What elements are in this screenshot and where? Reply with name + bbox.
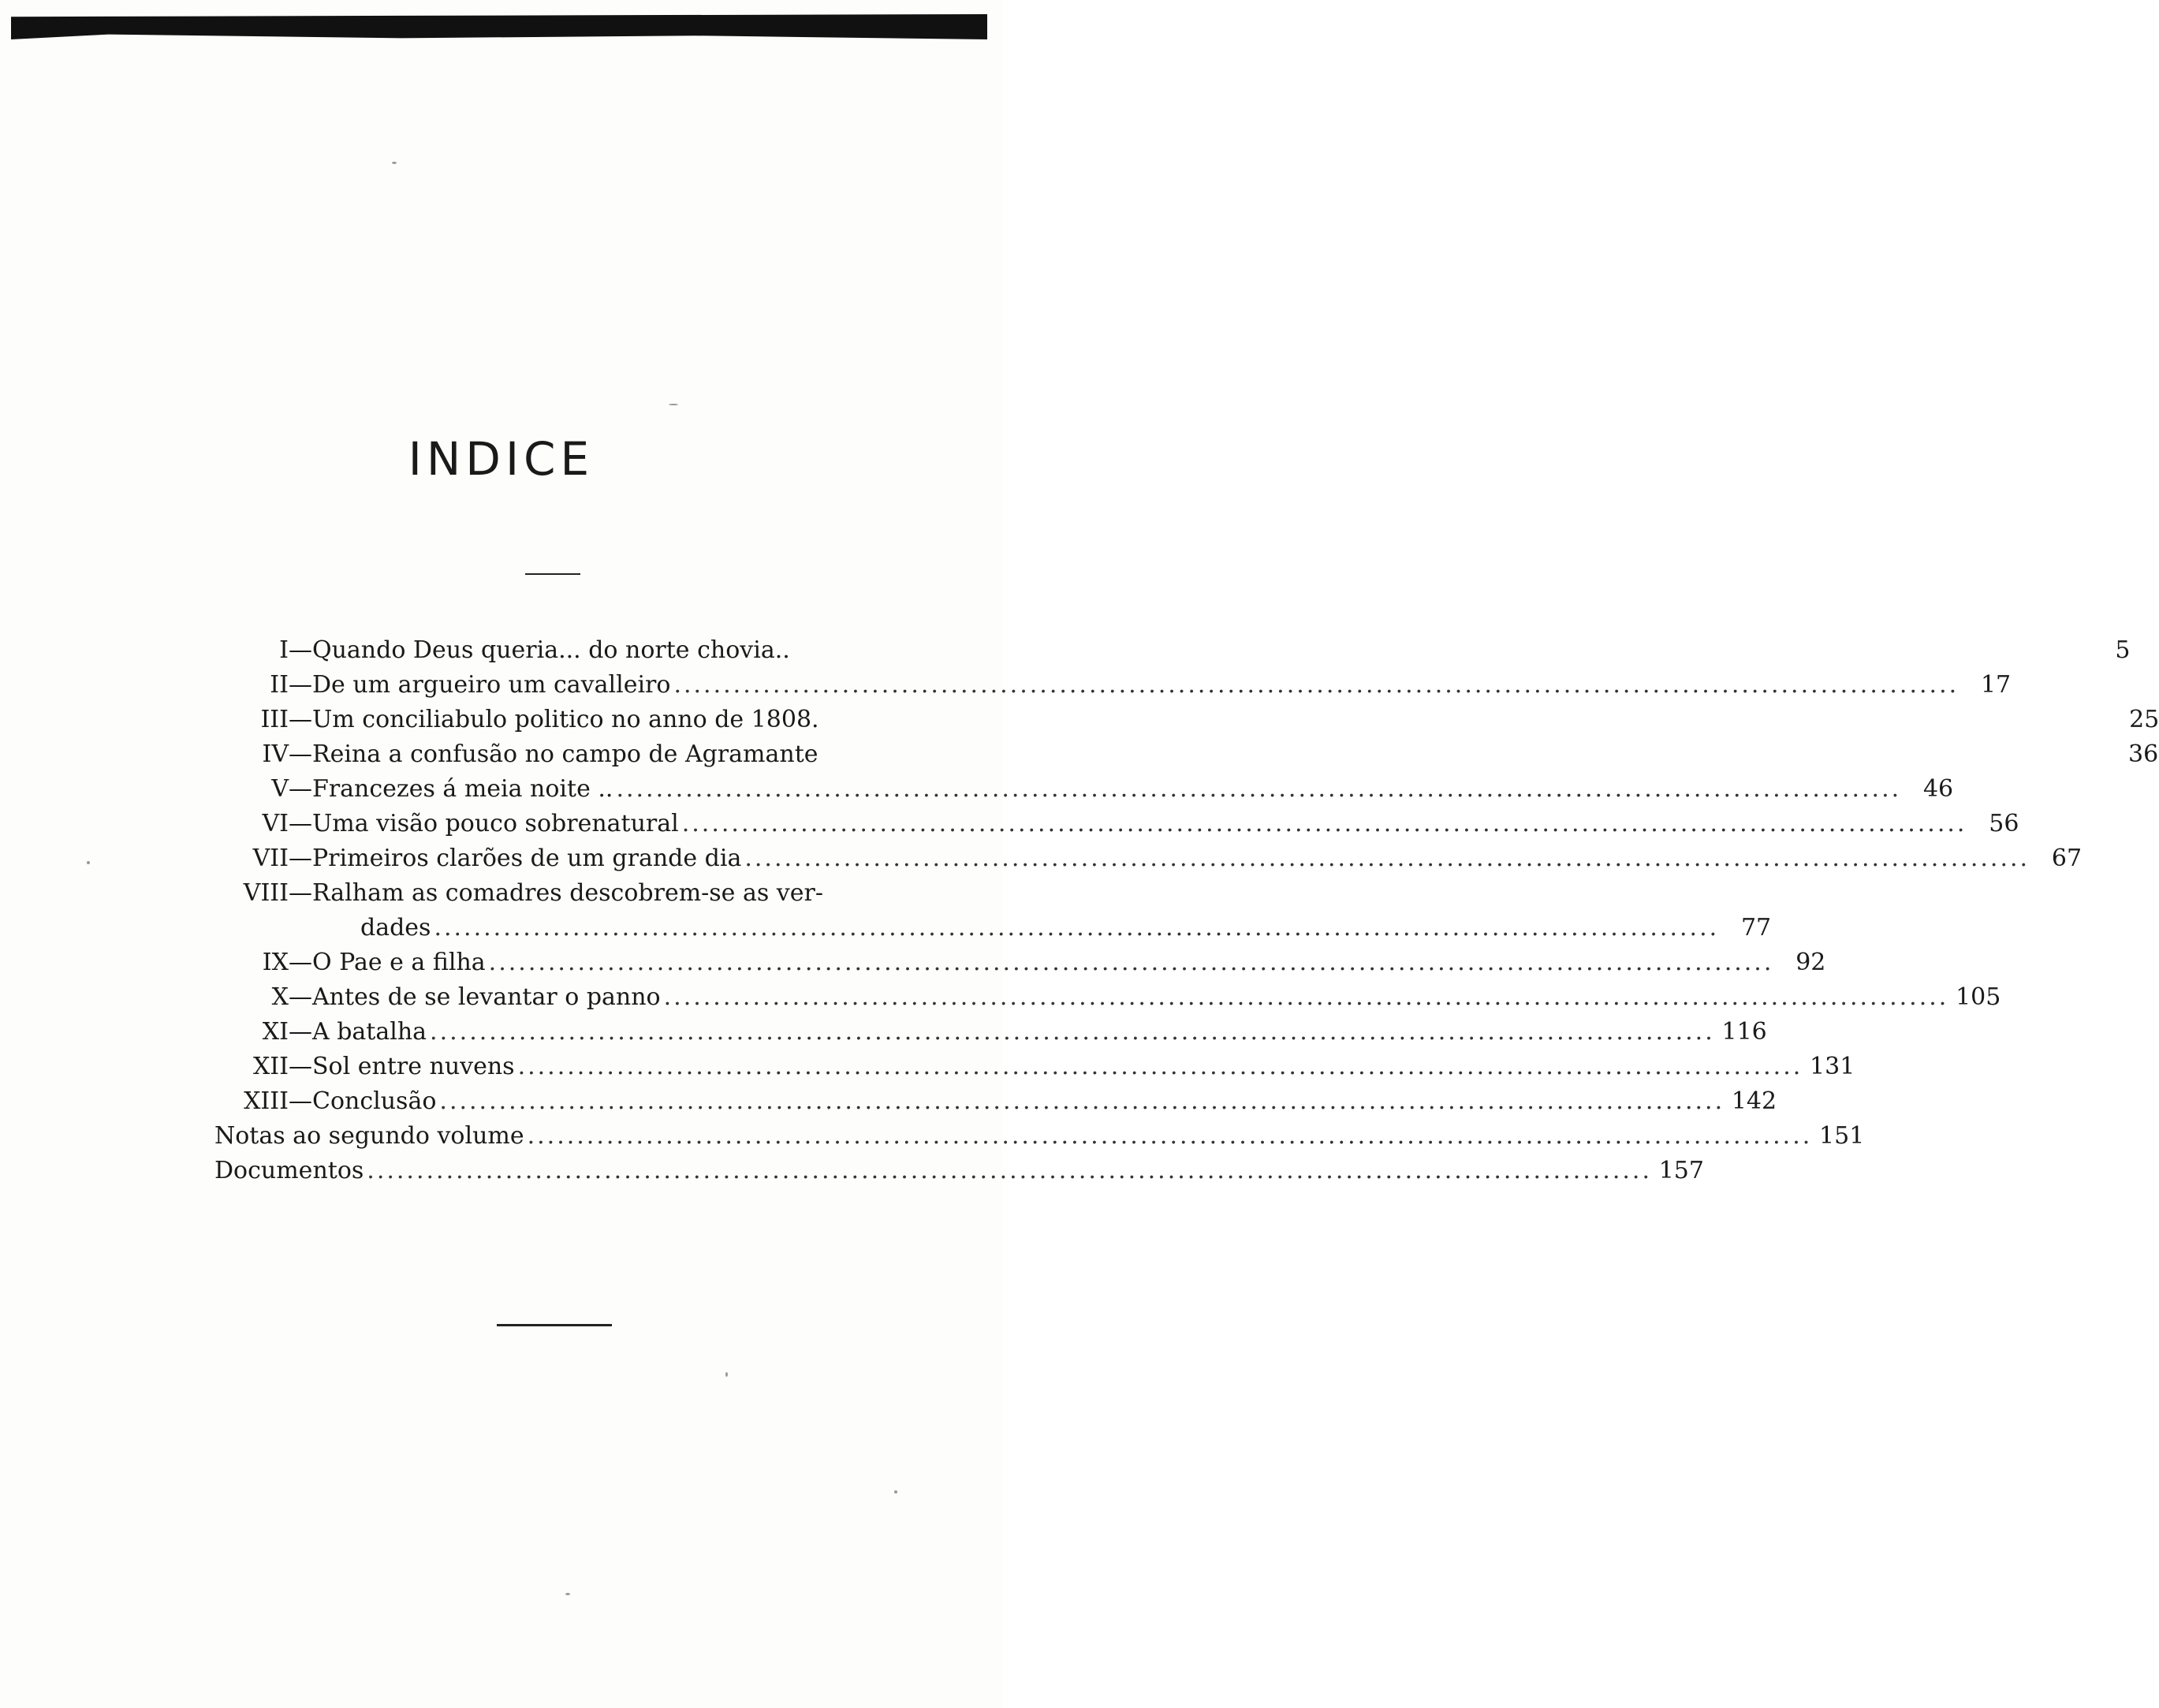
- toc-entry: [214, 1050, 1855, 1084]
- chapter-title: O Pae e a filha: [312, 949, 486, 976]
- toc-entry-continuation: [214, 911, 1772, 945]
- page-number: 5: [2115, 636, 2131, 664]
- chapter-title: De um argueiro um cavalleiro: [312, 671, 671, 699]
- chapter-title: Antes de se levantar o panno: [312, 983, 661, 1011]
- page-number: 151: [1819, 1122, 1865, 1150]
- dot-leader: [427, 1015, 1718, 1050]
- chapter-title: Primeiros clarões de um grande dia: [312, 845, 742, 872]
- toc-entry: [214, 980, 2001, 1015]
- toc-entry: [214, 807, 2019, 841]
- page-number: 56: [1989, 810, 2019, 837]
- title-rule: [525, 573, 580, 575]
- toc-entry: [214, 945, 1826, 980]
- toc-entry: [214, 1015, 1767, 1050]
- scanned-page-edge: [11, 14, 987, 39]
- dot-leader: [486, 945, 1777, 980]
- chapter-title: Documentos: [214, 1157, 364, 1184]
- ink-speck: [669, 404, 678, 405]
- toc-entry: [214, 633, 2131, 668]
- chapter-numeral: I—: [279, 636, 312, 664]
- toc-entry: [214, 841, 2083, 876]
- dot-leader: [431, 911, 1722, 945]
- dot-leader: [524, 1119, 1816, 1154]
- page-title: INDICE: [408, 432, 595, 486]
- chapter-title: Francezes á meia noite ..: [312, 775, 613, 803]
- page-number: 116: [1721, 1018, 1767, 1046]
- table-of-contents: [214, 633, 2159, 1188]
- page-number: 105: [1956, 983, 2001, 1011]
- chapter-title: A batalha: [312, 1018, 427, 1046]
- chapter-title: Conclusão: [312, 1087, 437, 1115]
- page-number: 157: [1658, 1157, 1704, 1184]
- end-rule: [497, 1324, 612, 1326]
- page-number: 46: [1922, 775, 1954, 803]
- toc-entry: [214, 772, 1954, 807]
- chapter-numeral: V—: [271, 775, 312, 803]
- chapter-title: Um conciliabulo politico no anno de 1808.: [312, 706, 819, 733]
- ink-speck: [392, 162, 397, 164]
- toc-entry: [214, 1084, 1777, 1119]
- ink-speck: [725, 1372, 728, 1377]
- page-number: 25: [2129, 706, 2159, 733]
- page-number: 36: [2128, 740, 2159, 768]
- toc-entry: [214, 737, 2159, 772]
- ink-speck: [87, 861, 90, 864]
- chapter-title: Sol entre nuvens: [312, 1053, 515, 1080]
- page-number: 67: [2051, 845, 2083, 872]
- chapter-title: Reina a confusão no campo de Agramante: [312, 740, 818, 768]
- chapter-title: Ralham as comadres descobrem-se as ver-: [312, 879, 823, 907]
- chapter-numeral: II—: [270, 671, 312, 699]
- ink-speck: [565, 1593, 570, 1595]
- dot-leader: [613, 772, 1904, 807]
- page-number: 17: [1980, 671, 2012, 699]
- chapter-title: Notas ao segundo volume: [214, 1122, 524, 1150]
- dot-leader: [679, 807, 1971, 841]
- toc-entry: [214, 876, 899, 911]
- chapter-numeral: XII—: [252, 1053, 312, 1080]
- toc-entry: [214, 668, 2012, 703]
- page-number: 77: [1740, 914, 1772, 942]
- chapter-numeral: VI—: [262, 810, 312, 837]
- chapter-numeral: VII—: [252, 845, 312, 872]
- chapter-numeral: VIII—: [243, 879, 312, 907]
- page-number: 131: [1810, 1053, 1855, 1080]
- chapter-title: Uma visão pouco sobrenatural: [312, 810, 679, 837]
- toc-entry: [214, 1119, 1865, 1154]
- chapter-numeral: IV—: [262, 740, 312, 768]
- dot-leader: [515, 1050, 1807, 1084]
- chapter-numeral: III—: [260, 706, 312, 733]
- chapter-title: Quando Deus queria... do norte chovia..: [312, 636, 790, 664]
- page-number: 92: [1795, 949, 1826, 976]
- ink-speck: [894, 1490, 897, 1494]
- dot-leader: [661, 980, 1952, 1015]
- chapter-numeral: XI—: [262, 1018, 312, 1046]
- chapter-numeral: IX—: [262, 949, 312, 976]
- chapter-numeral: X—: [271, 983, 312, 1011]
- dot-leader: [741, 841, 2033, 876]
- dot-leader: [364, 1154, 1655, 1188]
- dot-leader: [436, 1084, 1728, 1119]
- dot-leader: [670, 668, 1962, 703]
- toc-entry: [214, 1154, 1704, 1188]
- chapter-title-continuation: dades: [360, 914, 431, 942]
- toc-entry: [214, 703, 2159, 737]
- chapter-numeral: XIII—: [244, 1087, 312, 1115]
- page-number: 142: [1731, 1087, 1777, 1115]
